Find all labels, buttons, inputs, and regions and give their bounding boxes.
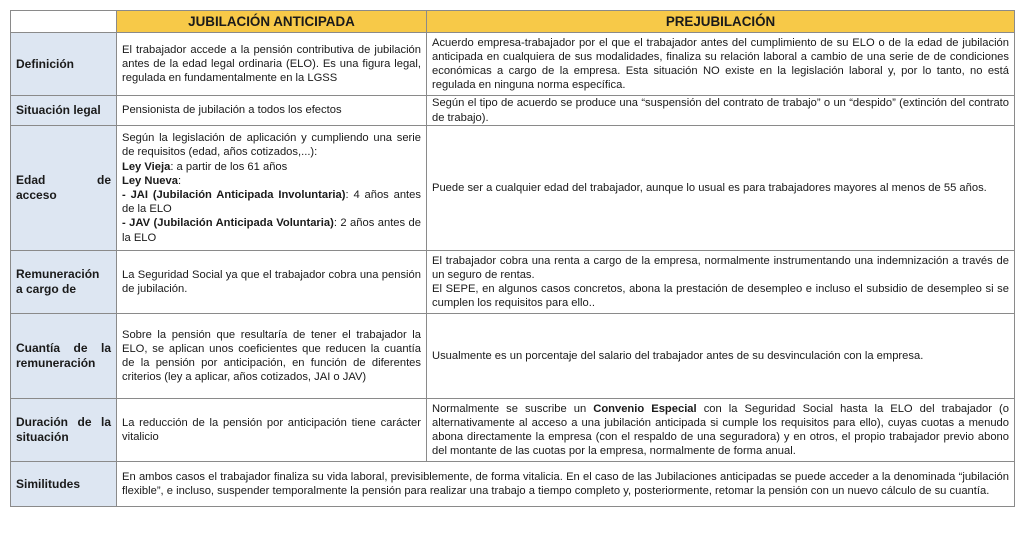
row-label-similitudes: Similitudes	[11, 462, 117, 507]
duracion-pre-b: con la Seguridad Social hasta la ELO del trabajador (o alternativamente al acceso a una jubilación anticipada si cumple los requisitos para ello), cuyas cuotas a menudo abona directamente la empresa (con el respaldo de una seguradora) y en otros, el propio trabajador previo abono del montante de las cuotas por la empresa, normalmente de forma anual.	[432, 402, 1009, 458]
cell-pre-duracion	[427, 399, 1015, 462]
jai-text: : 4 años antes de la ELO	[122, 189, 421, 216]
row-label-duracion-line2: situación	[16, 430, 69, 444]
table-row-cuantia	[11, 314, 1015, 399]
cell-jub-definicion: El trabajador accede a la pensión contributiva de jubilación antes de la edad legal ordinaria (ELO). Es una figura legal, regulada en fundamentalmente en la LGSS	[117, 33, 427, 96]
header-row	[11, 11, 1015, 33]
row-label-duracion	[11, 399, 117, 462]
header-jubilacion-anticipada: JUBILACIÓN ANTICIPADA	[117, 11, 427, 33]
cell-pre-remuneracion	[427, 251, 1015, 314]
ley-vieja-label: Ley Vieja	[122, 160, 171, 173]
cell-jub-cuantia: Sobre la pensión que resultaría de tener el trabajador la ELO, se aplican unos coeficientes que reducen la cuantía de la pensión por anticipación, en función de diferentes criterios (ley a aplicar, años cotizados, JAI o JAV)	[117, 314, 427, 399]
cell-jub-situacion: Pensionista de jubilación a todos los efectos	[117, 96, 427, 126]
row-label-definicion: Definición	[11, 33, 117, 96]
edad-intro: Según la legislación de aplicación y cumpliendo una serie de requisitos (edad, años cotizados,...):	[122, 132, 421, 159]
cell-similitudes: En ambos casos el trabajador finaliza su vida laboral, previsiblemente, de forma vitalicia. En el caso de las Jubilaciones anticipadas se puede acceder a la denominada “jubilación flexible”, e incluso, suspender temporalmente la pensión para realizar una trabajo a tiempo completo y, posteriormente, retomar la pensión con un nuevo cálculo de su cuantía.	[117, 462, 1015, 507]
row-label-cuantia-line2: remuneración	[16, 356, 96, 370]
remuneracion-pre-p1: El trabajador cobra una renta a cargo de la empresa, normalmente instrumentando una indemnización a través de un seguro de rentas.	[432, 254, 1009, 281]
remuneracion-pre-p2: El SEPE, en algunos casos concretos, abona la prestación de desempleo e incluso el subsidio de desempleo si se cumplen los requisitos para ello..	[432, 283, 1009, 310]
edad-ley-vieja	[122, 160, 421, 174]
duracion-pre-a: Normalmente se suscribe un	[432, 402, 594, 415]
header-empty-cell	[11, 11, 117, 33]
duracion-pre-bold: Convenio Especial	[593, 402, 697, 415]
jav-label: - JAV (Jubilación Anticipada Voluntaria)	[122, 217, 334, 230]
table-row-duracion	[11, 399, 1015, 462]
cell-jub-remuneracion: La Seguridad Social ya que el trabajador cobra una pensión de jubilación.	[117, 251, 427, 314]
row-label-edad	[11, 126, 117, 251]
row-label-remuneracion-line1: Remuneración	[16, 267, 100, 282]
cell-pre-cuantia: Usualmente es un porcentaje del salario del trabajador antes de su desvinculación con la empresa.	[427, 314, 1015, 399]
edad-ley-nueva	[122, 174, 421, 188]
ley-nueva-colon: :	[177, 174, 182, 187]
table-row-situacion	[11, 96, 1015, 126]
ley-vieja-text: : a partir de los 61 años	[170, 160, 288, 173]
ley-nueva-label: Ley Nueva	[122, 174, 178, 187]
comparison-table-wrapper	[10, 10, 1014, 507]
jav-text: : 2 años antes de la ELO	[122, 217, 421, 244]
cell-pre-situacion: Según el tipo de acuerdo se produce una “suspensión del contrato de trabajo” o un “despido” (extinción del contrato de trabajo).	[427, 96, 1015, 126]
row-label-remuneracion	[11, 251, 117, 314]
table-row-similitudes	[11, 462, 1015, 507]
table-row-remuneracion	[11, 251, 1015, 314]
cell-pre-definicion: Acuerdo empresa-trabajador por el que el trabajador antes del cumplimiento de su ELO o de la edad de jubilación anticipada en cualquiera de sus modalidades, finaliza su relación laboral a cambio de una serie de de condiciones económicas a cargo de la empresa. Esta situación NO existe en la legislación laboral y, por lo tanto, no está regulada en ninguna norma específica.	[427, 33, 1015, 96]
cell-pre-edad: Puede ser a cualquier edad del trabajador, aunque lo usual es para trabajadores mayores al menos de 55 años.	[427, 126, 1015, 251]
header-prejubilacion: PREJUBILACIÓN	[427, 11, 1015, 33]
row-label-edad-line2: acceso	[16, 188, 57, 202]
edad-jav	[122, 216, 421, 244]
row-label-duracion-line1: Duración de la	[16, 415, 111, 430]
row-label-edad-line1: Edad de	[16, 173, 111, 188]
jai-label: - JAI (Jubilación Anticipada Involuntaria)	[122, 189, 346, 201]
row-label-remuneracion-line2: a cargo de	[16, 282, 77, 296]
table-row-definicion	[11, 33, 1015, 96]
row-label-cuantia-line1: Cuantía de la	[16, 341, 111, 356]
row-label-situacion: Situación legal	[11, 96, 117, 126]
cell-jub-edad	[117, 126, 427, 251]
comparison-table	[10, 10, 1015, 507]
row-label-cuantia	[11, 314, 117, 399]
table-row-edad	[11, 126, 1015, 251]
edad-jai	[122, 188, 421, 216]
cell-jub-duracion: La reducción de la pensión por anticipación tiene carácter vitalicio	[117, 399, 427, 462]
